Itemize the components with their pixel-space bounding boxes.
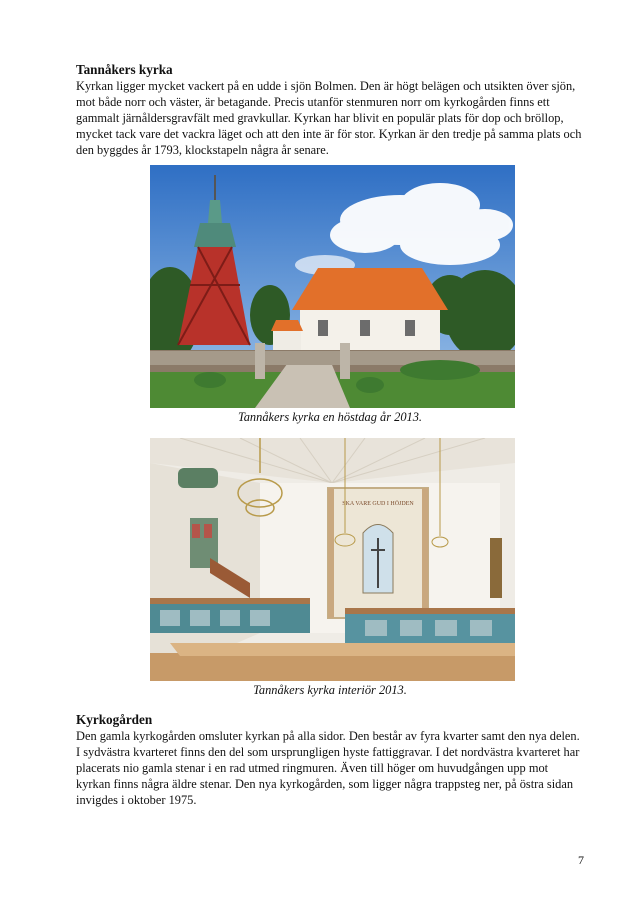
figure-caption-exterior: Tannåkers kyrka en höstdag år 2013. <box>237 410 422 424</box>
church-exterior-photo <box>150 165 515 408</box>
wall-inscription: SKA VARE GUD I HÖJDEN <box>342 501 414 507</box>
section-paragraph: Kyrkan ligger mycket vackert på en udde i sjön Bolmen. Den är högt belägen och utsikten över sjön, mot både norr och väster, är betagande. Precis utanför stenmuren norr om kyrkogården finns ett gammalt järnåldersgravfält med gravkullar. Kyrkan har blivit en populär plats för dop och bröllop, mycket tack vare det vackra läget och att den inte är för stor. Kyrkan är den tredje på samma plats och den byggdes år 1793, klockstapeln några år senare. <box>76 79 582 158</box>
section-kyrkogarden <box>76 712 584 808</box>
page-number: 7 <box>578 853 584 867</box>
section-heading: Tannåkers kyrka <box>76 62 173 77</box>
church-interior-photo <box>150 438 515 681</box>
figure-caption-interior: Tannåkers kyrka interiör 2013. <box>253 683 407 697</box>
figure-church-exterior <box>150 165 515 408</box>
section-heading: Kyrkogården <box>76 712 153 727</box>
section-tannakers-kyrka <box>76 62 584 158</box>
section-paragraph: Den gamla kyrkogården omsluter kyrkan på alla sidor. Den består av fyra kvarter samt den nya delen. I sydvästra kvarteret finns den del som ursprungligen hyste fattiggravar. I det nordvästra kvarteret har placerats nio gamla stenar i en rad utmed ringmuren. Även till höger om huvudgången upp mot kyrkan finns några äldre stenar. Den nya kyrkogården, som ligger några trappsteg ner, på östra sidan invigdes i oktober 1975. <box>76 729 580 808</box>
figure-church-interior <box>150 438 515 681</box>
